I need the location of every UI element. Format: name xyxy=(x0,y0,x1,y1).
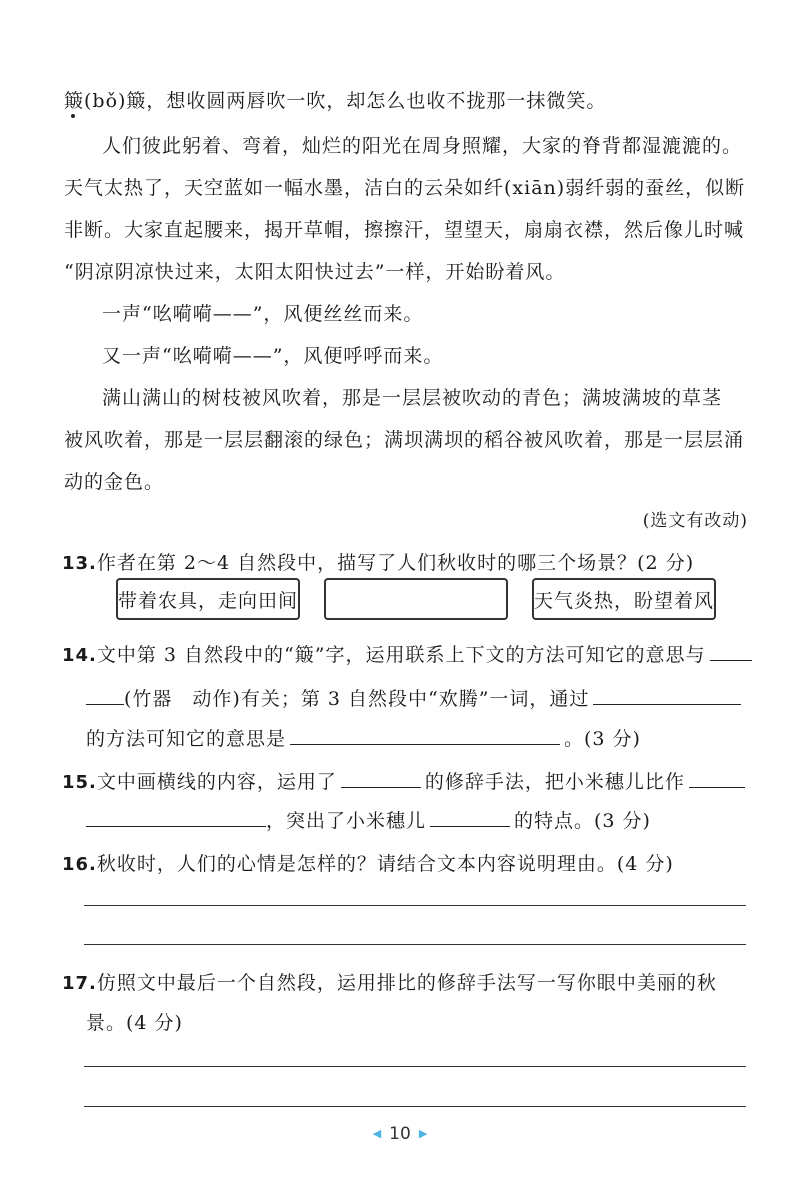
question-number: 16. xyxy=(62,854,97,875)
scene-box-1: 带着农具，走向田间 xyxy=(116,578,300,620)
answer-blank[interactable] xyxy=(689,769,745,788)
question-text: 。(3 分) xyxy=(564,728,641,750)
question-14 xyxy=(62,640,748,667)
question-text: 作者在第 2～4 自然段中，描写了人们秋收时的哪三个场景？(2 分) xyxy=(96,552,695,574)
question-text: 的修辞手法，把小米穗儿比作 xyxy=(424,771,685,793)
question-text: 文中画横线的内容，运用了 xyxy=(96,771,337,793)
passage-p5-line-3: 动的金色。 xyxy=(64,471,165,493)
question-number: 15. xyxy=(62,772,97,793)
answer-line[interactable] xyxy=(84,944,746,945)
scene-box-2-answer[interactable] xyxy=(324,578,508,620)
answer-blank[interactable] xyxy=(86,686,124,705)
answer-line[interactable] xyxy=(84,905,746,906)
passage-p4: 又一声“吆嗬嗬——”，风便呼呼而来。 xyxy=(102,345,444,367)
question-14-line-3 xyxy=(86,724,748,751)
question-14-line-2 xyxy=(86,684,748,711)
answer-line[interactable] xyxy=(84,1106,746,1107)
question-17 xyxy=(62,968,748,995)
scene-box-3: 天气炎热，盼望着风 xyxy=(532,578,716,620)
question-text: 文中第 3 自然段中的“簸”字，运用联系上下文的方法可知它的意思与 xyxy=(96,644,706,666)
question-text: (竹器 动作)有关；第 3 自然段中“欢腾”一词，通过 xyxy=(124,688,590,710)
page-footer xyxy=(0,1124,800,1144)
question-number: 17. xyxy=(62,973,97,994)
right-arrow-icon: ▶ xyxy=(418,1127,428,1140)
question-text: ，突出了小米穗儿 xyxy=(266,810,427,832)
answer-line[interactable] xyxy=(84,1066,746,1067)
answer-blank[interactable] xyxy=(341,769,421,788)
passage-p3: 一声“吆嗬嗬——”，风便丝丝而来。 xyxy=(102,303,424,325)
passage-p5-line-2: 被风吹着，那是一层层翻滚的绿色；满坝满坝的稻谷被风吹着，那是一层层涌 xyxy=(64,429,745,451)
question-text: 仿照文中最后一个自然段，运用排比的修辞手法写一写你眼中美丽的秋 xyxy=(96,972,717,994)
passage-line-1: 簸(bǒ)簸，想收圆两唇吹一吹，却怎么也收不拢那一抹微笑。 xyxy=(64,90,607,112)
question-15-line-2 xyxy=(86,806,748,833)
emphasis-dot xyxy=(71,114,75,118)
question-number: 14. xyxy=(62,645,97,666)
left-arrow-icon: ◀ xyxy=(372,1127,382,1140)
passage-p2-line-1: 人们彼此躬着、弯着，灿烂的阳光在周身照耀，大家的脊背都湿漉漉的。 xyxy=(102,135,743,157)
passage-p2-line-2: 天气太热了，天空蓝如一幅水墨，洁白的云朵如纤(xiān)弱纤弱的蚕丝，似断 xyxy=(64,177,746,199)
question-13 xyxy=(62,548,748,575)
passage-p5-line-1: 满山满山的树枝被风吹着，那是一层层被吹动的青色；满坡满坡的草茎 xyxy=(102,387,723,409)
question-text: 的特点。(3 分) xyxy=(514,810,651,832)
answer-blank[interactable] xyxy=(86,808,266,827)
question-number: 13. xyxy=(62,553,97,574)
question-16 xyxy=(62,849,748,876)
passage-p2-line-3: 非断。大家直起腰来，揭开草帽，擦擦汗，望望天，扇扇衣襟，然后像儿时喊 xyxy=(64,219,745,241)
answer-blank[interactable] xyxy=(430,808,510,827)
question-15 xyxy=(62,767,748,794)
source-note: (选文有改动) xyxy=(642,511,748,531)
answer-blank[interactable] xyxy=(593,686,741,705)
passage-p2-line-4: “阴凉阴凉快过来，太阳太阳快过去”一样，开始盼着风。 xyxy=(64,261,566,283)
answer-blank[interactable] xyxy=(290,726,560,745)
answer-blank[interactable] xyxy=(710,642,752,661)
question-17-line-2: 景。(4 分) xyxy=(86,1012,183,1034)
question-text: 的方法可知它的意思是 xyxy=(86,728,287,750)
question-text: 秋收时，人们的心情是怎样的？请结合文本内容说明理由。(4 分) xyxy=(96,853,674,875)
page-number: 10 xyxy=(389,1124,411,1144)
